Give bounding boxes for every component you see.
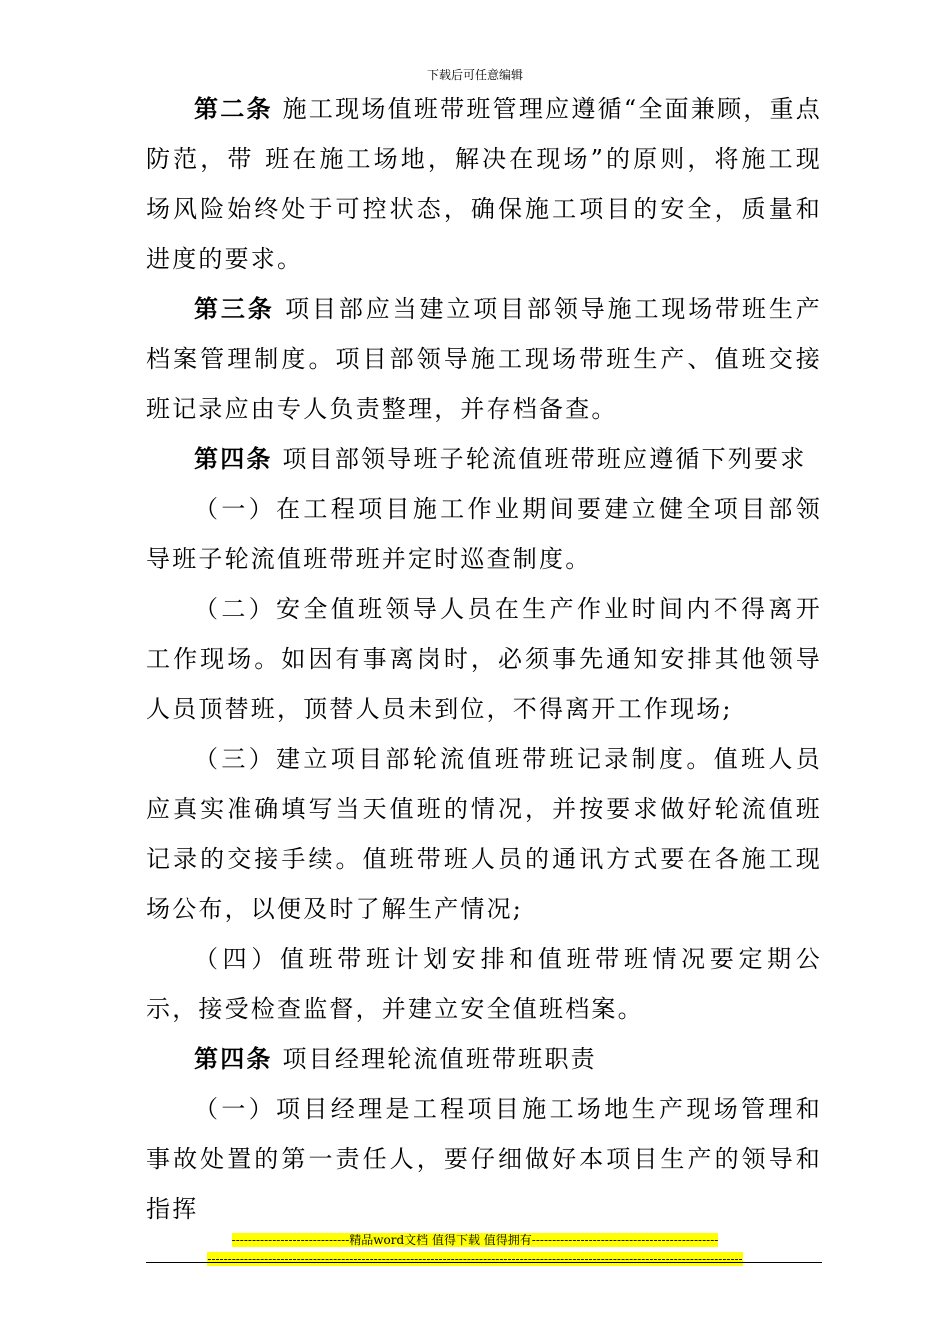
document-body (146, 84, 822, 1234)
list-item-3 (146, 734, 822, 934)
paragraph-text: （二）安全值班领导人员在生产作业时间内不得离开工作现场。如因有事离岗时，必须事先通知安排其他领导人员顶替班，顶替人员未到位，不得离开工作现场; (146, 595, 822, 723)
article-heading: 第四条 (194, 1044, 273, 1073)
footer-divider (146, 1262, 822, 1263)
paragraph-article-4b (146, 1034, 822, 1084)
header-note: 下载后可任意编辑 (426, 68, 523, 82)
footer-line-2: ------------------------------------------------------------------------------------------------------------------------------------ (207, 1252, 743, 1266)
paragraph-article-2 (146, 84, 822, 284)
article-heading: 第二条 (194, 94, 273, 123)
paragraph-text: 施工现场值班带班管理应遵循“全面兼顾，重点防范，带 班在施工场地，解决在现场”的原则，将施工现场风险始终处于可控状态，确保施工项目的安全，质量和进度的要求。 (146, 95, 823, 273)
article-heading: 第三条 (194, 294, 275, 323)
paragraph-text: （四）值班带班计划安排和值班带班情况要定期公示，接受检查监督，并建立安全值班档案。 (146, 945, 822, 1023)
paragraph-text: （三）建立项目部轮流值班带班记录制度。值班人员应真实准确填写当天值班的情况，并按要求做好轮流值班记录的交接手续。值班带班人员的通讯方式要在各施工现场公布，以便及时了解生产情况; (146, 745, 822, 923)
list-item-2 (146, 584, 822, 734)
paragraph-text: （一）在工程项目施工作业期间要建立健全项目部领导班子轮流值班带班并定时巡查制度。 (146, 495, 822, 573)
list-item-1 (146, 484, 822, 584)
paragraph-text: 项目经理轮流值班带班职责 (272, 1045, 597, 1073)
paragraph-text: （一）项目经理是工程项目施工场地生产现场管理和事故处置的第一责任人，要仔细做好本项目生产的领导和指挥 (146, 1095, 822, 1223)
list-item-4 (146, 934, 822, 1034)
article-heading: 第四条 (194, 444, 273, 473)
paragraph-article-3 (146, 284, 822, 434)
list-item-5 (146, 1084, 822, 1234)
paragraph-article-4 (146, 434, 822, 484)
footer-line-1: -----------------------------精品word文档 值得下载 值得拥有---------------------------------------------- (231, 1233, 719, 1247)
paragraph-text: 项目部领导班子轮流值班带班应遵循下列要求 (272, 445, 807, 473)
paragraph-text: 项目部应当建立项目部领导施工现场带班生产档案管理制度。项目部领导施工现场带班生产、值班交接班记录应由专人负责整理，并存档备查。 (146, 295, 823, 423)
